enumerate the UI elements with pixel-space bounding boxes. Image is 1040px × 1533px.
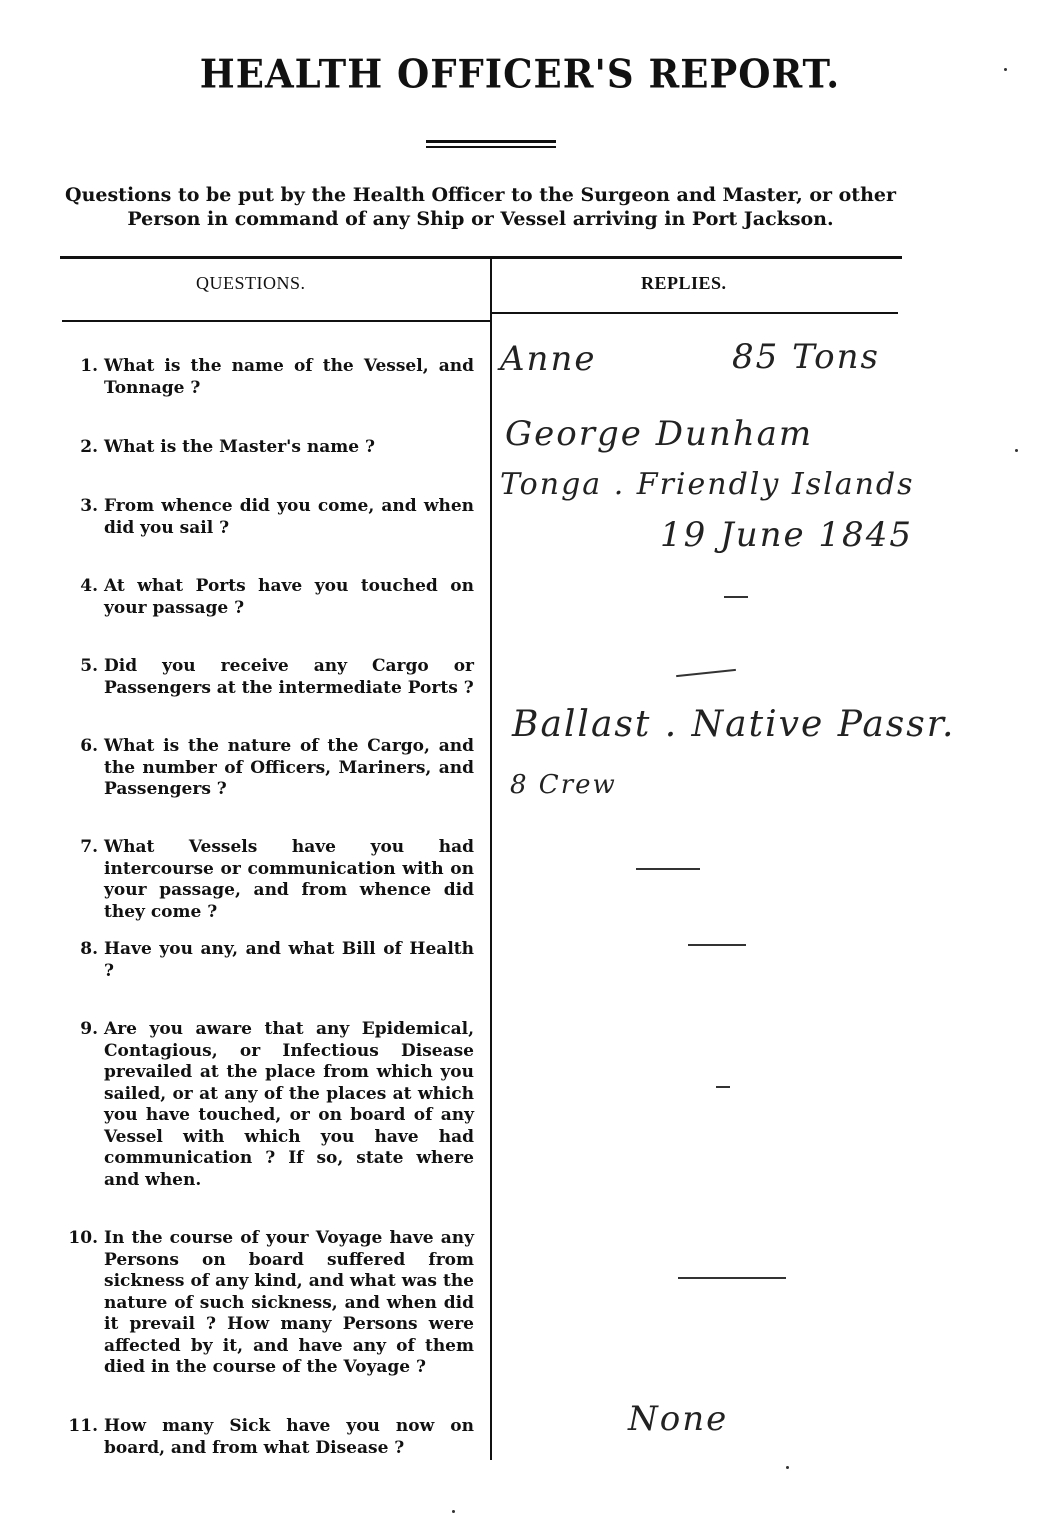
question-number: 11. — [68, 1416, 98, 1436]
document-title: HEALTH OFFICER'S REPORT. — [199, 50, 841, 98]
column-divider — [490, 258, 492, 1460]
question-text: What is the name of the Vessel, and Tonnage ? — [104, 356, 474, 398]
margin-speck — [452, 1510, 455, 1513]
question-number: 3. — [80, 496, 98, 516]
reply-from-whence: Tonga . Friendly Islands — [500, 467, 915, 502]
reply-dash-10 — [678, 1277, 786, 1279]
title-underline-bottom — [426, 146, 556, 148]
question-text: Have you any, and what Bill of Health ? — [104, 939, 474, 981]
replies-header-rule — [492, 312, 898, 314]
question-number: 10. — [68, 1228, 98, 1248]
questions-column-header: QUESTIONS. — [196, 273, 306, 293]
margin-speck — [1004, 68, 1007, 71]
question-text: What is the nature of the Cargo, and the number of Officers, Mariners, and Passengers ? — [104, 736, 474, 799]
title-underline-top — [426, 140, 556, 143]
document-subtitle: Questions to be put by the Health Officer to the Surgeon and Master, or other Person in command of any Ship or Vessel arriving in Port Jackson. — [65, 184, 896, 230]
reply-dash-5 — [676, 669, 736, 677]
question-number: 2. — [80, 437, 98, 457]
reply-sail-date: 19 June 1845 — [660, 515, 913, 555]
question-text: From whence did you come, and when did you sail ? — [104, 496, 474, 538]
margin-speck — [786, 1466, 789, 1469]
question-number: 1. — [80, 356, 98, 376]
reply-vessel-name: Anne — [500, 339, 597, 379]
table-top-rule — [60, 256, 902, 259]
question-text: At what Ports have you touched on your passage ? — [104, 576, 474, 618]
reply-dash-4 — [724, 596, 748, 598]
question-number: 9. — [80, 1019, 98, 1039]
question-number: 7. — [80, 837, 98, 857]
reply-dash-8 — [688, 944, 746, 946]
question-text: What is the Master's name ? — [104, 437, 375, 457]
questions-header-rule — [62, 320, 490, 322]
question-text: Are you aware that any Epidemical, Contagious, or Infectious Disease prevailed at the place from which you sailed, or at any of the places at which you have touched, or on board of any Vessel with which you have had communication ? If so, state where and when. — [104, 1019, 474, 1190]
question-text: Did you receive any Cargo or Passengers at the intermediate Ports ? — [104, 656, 474, 698]
question-number: 8. — [80, 939, 98, 959]
question-text: In the course of your Voyage have any Persons on board suffered from sickness of any kind, and what was the nature of such sickness, and when did it prevail ? How many Persons were affected by it, and have any of them died in the course of the Voyage ? — [104, 1228, 474, 1377]
replies-column-header: REPLIES. — [641, 273, 727, 293]
reply-tonnage: 85 Tons — [732, 337, 880, 377]
question-text: What Vessels have you had intercourse or communication with on your passage, and from whence did they come ? — [104, 837, 474, 922]
reply-crew: 8 Crew — [510, 770, 617, 800]
reply-cargo: Ballast . Native Passr. — [512, 704, 956, 745]
question-number: 6. — [80, 736, 98, 756]
question-number: 4. — [80, 576, 98, 596]
question-text: How many Sick have you now on board, and from what Disease ? — [104, 1416, 474, 1458]
reply-dash-9 — [716, 1086, 730, 1088]
reply-dash-7 — [636, 868, 700, 870]
question-number: 5. — [80, 656, 98, 676]
margin-speck — [1015, 449, 1018, 452]
reply-master-name: George Dunham — [505, 414, 814, 454]
reply-sick-count: None — [628, 1399, 729, 1439]
